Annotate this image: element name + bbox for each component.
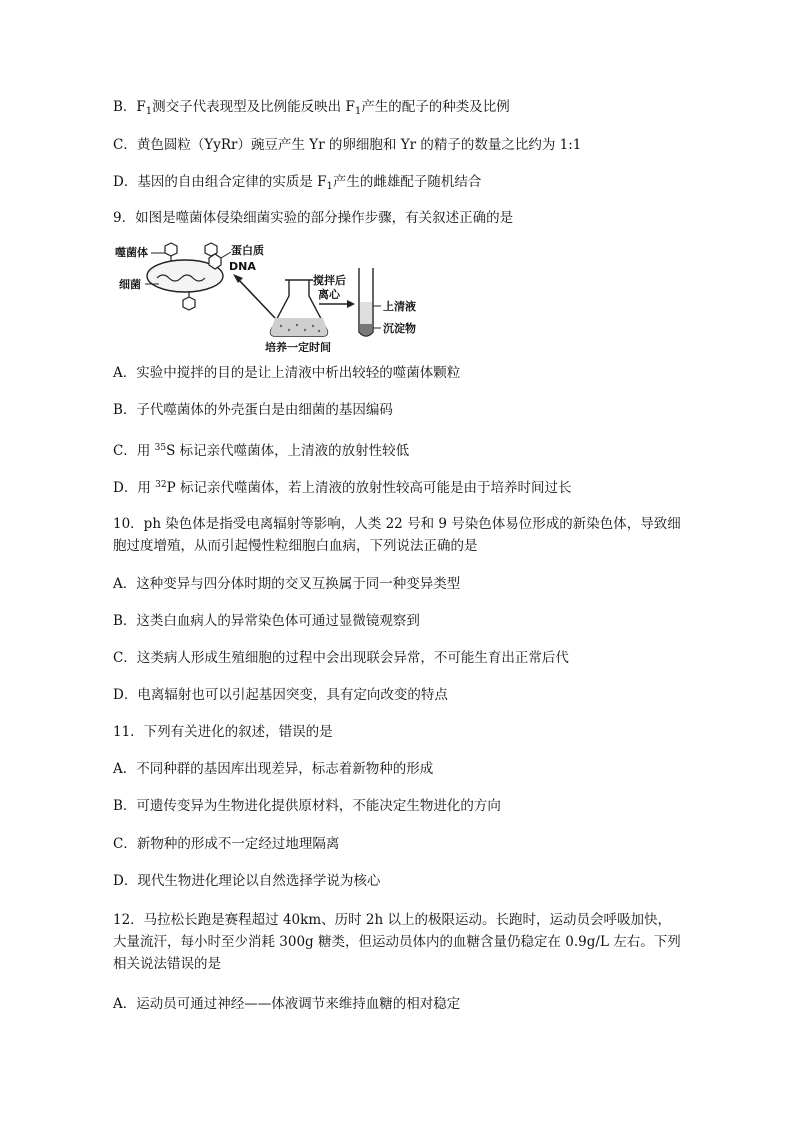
option-9b: B．子代噬菌体的外壳蛋白是由细菌的基因编码 — [113, 402, 393, 418]
option-10d: D．电离辐射也可以引起基因突变，具有定向改变的特点 — [113, 687, 448, 703]
option-9c: C．用 $^{35}$S 标记亲代噬菌体，上清液的放射性较低 — [113, 443, 410, 459]
option-10b: B．这类白血病人的异常染色体可通过显微镜观察到 — [113, 613, 420, 629]
bacteria-label: 细菌 — [119, 278, 141, 291]
supernatant-label: 上清液 — [383, 300, 416, 313]
option-11d: D．现代生物进化理论以自然选择学说为核心 — [113, 873, 381, 889]
option-9d: D．用 $^{32}$P 标记亲代噬菌体，若上清液的放射性较高可能是由于培养时间过长 — [113, 480, 572, 496]
phage-label: 噬菌体 — [115, 246, 148, 259]
question-10: 10．ph 染色体是指受电离辐射等影响，人类 22 号和 9 号染色体易位形成的新染色体，导致细胞过度增殖，从而引起慢性粒细胞白血病，下列说法正确的是 — [113, 516, 681, 554]
option-8d: D．基因的自由组合定律的实质是 $F_1$产生的雌雄配子随机结合 — [113, 174, 482, 192]
option-11c: C．新物种的形成不一定经过地理隔离 — [113, 836, 340, 852]
stir-label: 搅拌后 — [313, 274, 346, 287]
option-8b: B．$F_1$测交子代表现型及比例能反映出 $F_1$产生的配子的种类及比例 — [113, 99, 510, 117]
centrifuge-label: 离心 — [318, 288, 340, 301]
test-tube-shape — [359, 268, 373, 336]
option-10a: A．这种变异与四分体时期的交叉互换属于同一种变异类型 — [113, 576, 461, 592]
sediment-label: 沉淀物 — [383, 322, 416, 335]
option-11a: A．不同种群的基因库出现差异，标志着新物种的形成 — [113, 761, 434, 777]
dna-label: DNA — [229, 260, 256, 273]
culture-label: 培养一定时间 — [265, 341, 331, 352]
option-12a: A．运动员可通过神经——体液调节来维持血糖的相对稳定 — [113, 996, 461, 1012]
question-12: 12．马拉松长跑是赛程超过 40km、历时 2h 以上的极限运动。长跑时，运动员会呼吸加快，大量流汗，每小时至少消耗 300g 糖类，但运动员体内的血糖含量仍稳定在 0.9g/L 左右。下列相关说法错误的是 — [113, 912, 681, 972]
question-11: 11．下列有关进化的叙述，错误的是 — [113, 724, 333, 740]
option-9a: A．实验中搅拌的目的是让上清液中析出较轻的噬菌体颗粒 — [113, 365, 461, 381]
phage-experiment-figure — [113, 240, 473, 352]
question-9: 9．如图是噬菌体侵染细菌实验的部分操作步骤，有关叙述正确的是 — [113, 210, 514, 226]
option-8c: C．黄色圆粒（YyRr）豌豆产生 Yr 的卵细胞和 Yr 的精子的数量之比约为 1:1 — [113, 137, 582, 153]
protein-label: 蛋白质 — [231, 244, 264, 257]
option-11b: B．可遗传变异为生物进化提供原材料，不能决定生物进化的方向 — [113, 798, 501, 814]
option-10c: C．这类病人形成生殖细胞的过程中会出现联会异常，不可能生育出正常后代 — [113, 650, 569, 666]
